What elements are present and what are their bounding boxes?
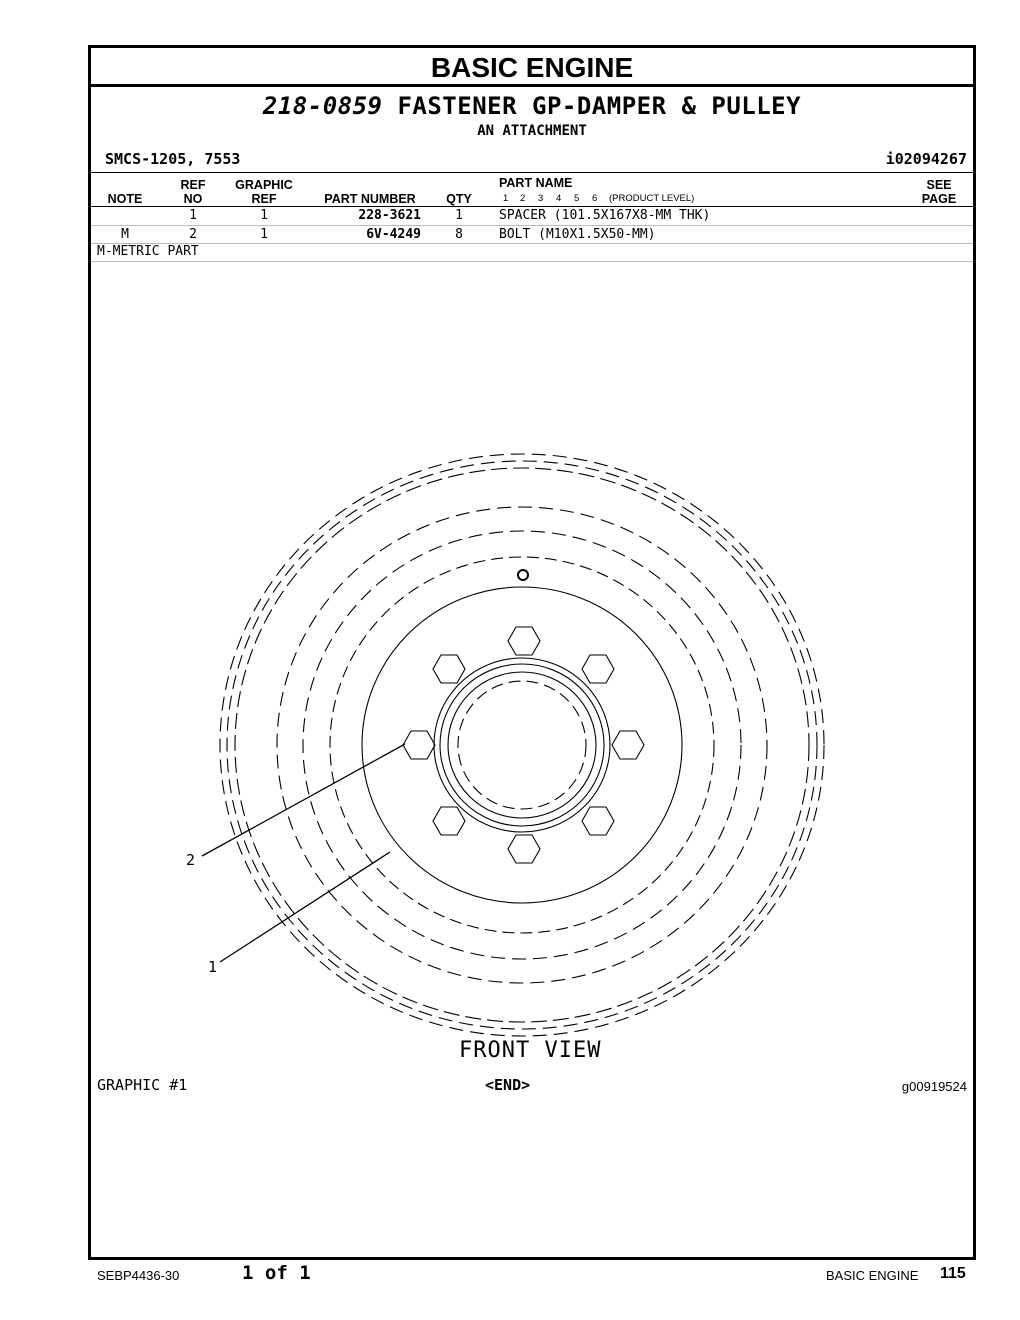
header-part-name: PART NAME — [499, 176, 573, 190]
group-number: 218-0859 — [262, 92, 383, 120]
header-graphic-ref — [231, 178, 297, 206]
header-ref — [173, 178, 213, 206]
callout-2: 2 — [186, 851, 196, 869]
bolt-head — [582, 807, 614, 835]
footer-section: BASIC ENGINE — [826, 1268, 919, 1283]
section-title: BASIC ENGINE — [91, 48, 973, 87]
graphic-number: GRAPHIC #1 — [97, 1076, 188, 1094]
row-ref: 2 — [189, 227, 197, 242]
header-part-number: PART NUMBER — [324, 192, 416, 206]
product-level-4: 4 — [556, 193, 562, 204]
header-ref-top: REF — [180, 178, 206, 192]
bolt-head — [612, 731, 644, 759]
row-part-name: BOLT (M10X1.5X50-MM) — [499, 227, 656, 242]
header-ref-bottom: NO — [183, 192, 203, 206]
header-see-bottom: PAGE — [921, 192, 957, 206]
row-divider — [91, 243, 973, 244]
product-level-2: 2 — [520, 193, 526, 204]
row-divider — [91, 225, 973, 226]
bolt-head — [508, 627, 540, 655]
header-graphic-top: GRAPHIC — [235, 178, 293, 192]
row-graphic-ref: 1 — [260, 208, 268, 223]
product-level-5: 5 — [574, 193, 580, 204]
product-level-3: 3 — [538, 193, 544, 204]
header-see-top: SEE — [926, 178, 952, 192]
spacer-outer — [362, 587, 682, 903]
bolt-head — [433, 655, 465, 683]
group-subtitle: AN ATTACHMENT — [477, 123, 587, 139]
footer-page-of: 1 of 1 — [242, 1262, 311, 1284]
row-part-name: SPACER (101.5X167X8-MM THK) — [499, 208, 711, 223]
bolt-head — [403, 731, 435, 759]
footer-page-number: 115 — [940, 1265, 966, 1282]
end-mark: <END> — [485, 1076, 531, 1094]
pulley-ring-3 — [330, 557, 714, 933]
illustration-id: i02094267 — [885, 150, 967, 168]
header-bottom-rule — [91, 206, 973, 207]
page-frame — [88, 45, 976, 1260]
header-top-rule — [91, 172, 973, 173]
bolt-head — [433, 807, 465, 835]
timing-mark-hole — [518, 570, 528, 580]
header-see-page — [909, 178, 969, 206]
row-note: M — [121, 227, 129, 242]
leader-line-1 — [220, 852, 390, 962]
row-part-number: 228-3621 — [358, 208, 421, 223]
group-title — [91, 92, 973, 120]
header-note: NOTE — [107, 192, 143, 206]
footer-doc-number: SEBP4436-30 — [97, 1268, 180, 1283]
row-part-number: 6V-4249 — [366, 227, 421, 242]
product-level-1: 1 — [503, 193, 509, 204]
graphic-id: g00919524 — [901, 1079, 967, 1094]
row-qty: 8 — [455, 227, 463, 242]
row-graphic-ref: 1 — [260, 227, 268, 242]
row-qty: 1 — [455, 208, 463, 223]
product-level-caption: (PRODUCT LEVEL) — [609, 193, 695, 204]
bolt-head — [582, 655, 614, 683]
product-level-6: 6 — [592, 193, 598, 204]
outer-rim-2 — [227, 461, 817, 1029]
hub-bore — [458, 681, 586, 809]
view-label: FRONT VIEW — [459, 1038, 602, 1063]
header-graphic-bottom: REF — [251, 192, 277, 206]
table-footnote: M-METRIC PART — [97, 244, 199, 259]
damper-pulley-drawing — [91, 428, 973, 1048]
hub-outer — [434, 658, 610, 832]
group-name: FASTENER GP-DAMPER & PULLEY — [397, 92, 802, 120]
pulley-ring-1 — [277, 507, 767, 983]
hub-inner — [448, 672, 596, 818]
hub-ring — [440, 664, 604, 826]
header-qty: QTY — [446, 192, 472, 206]
smcs-codes: SMCS-1205, 7553 — [105, 150, 241, 168]
outer-rim-1 — [220, 454, 824, 1036]
callout-1: 1 — [208, 958, 218, 976]
outer-rim-3 — [235, 468, 809, 1022]
row-ref: 1 — [189, 208, 197, 223]
pulley-ring-2 — [303, 531, 741, 959]
footnote-divider — [91, 261, 973, 262]
bolt-head — [508, 835, 540, 863]
